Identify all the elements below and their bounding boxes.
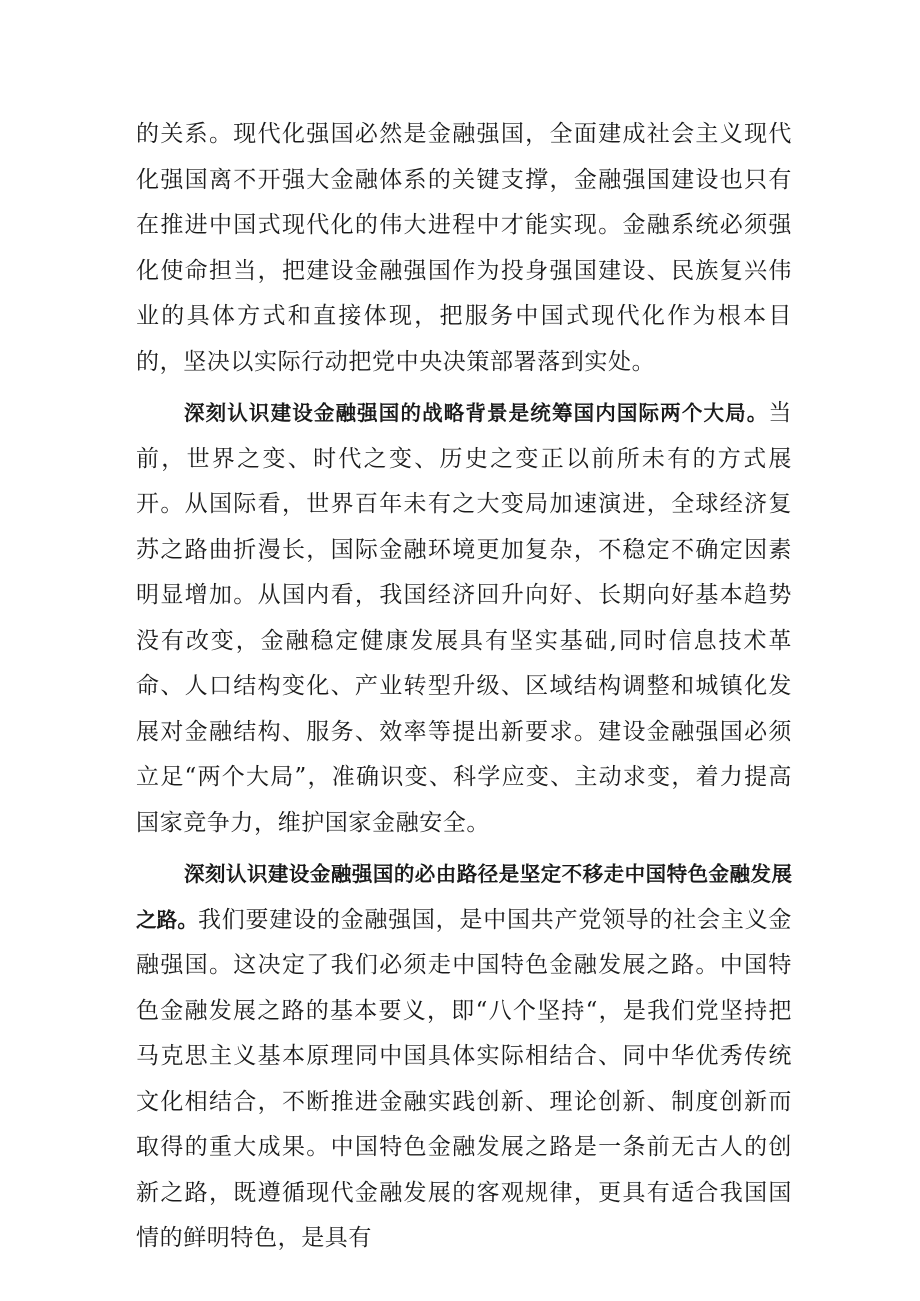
paragraph-2-text: 当前，世界之变、时代之变、历史之变正以前所未有的方式展开。从国际看，世界百年未有之大变局加速演进，全球经济复苏之路曲折漫长，国际金融环境更加复杂，不稳定不确定因素明显增加。从国内看，我国经济回升向好、长期向好基本趋势没有改变，金融稳定健康发展具有坚实基础,同时信息技术革命、人口结构变化、产业转型升级、区域结构调整和城镇化发展对金融结构、服务、效率等提出新要求。建设金融强国必须立足“两个大局”，准确识变、科学应变、主动求变，着力提高国家竞争力，维护国家金融安全。	[136, 400, 792, 836]
document-body	[136, 112, 792, 1262]
paragraph-1	[136, 112, 792, 385]
paragraph-2-lead: 深刻认识建设金融强国的战略背景是统筹国内国际两个大局。	[184, 401, 769, 425]
paragraph-3	[136, 852, 792, 1262]
paragraph-3-text: 我们要建设的金融强国，是中国共产党领导的社会主义金融强国。这决定了我们必须走中国特色金融发展之路。中国特色金融发展之路的基本要义，即“八个坚持“，是我们党坚持把马克思主义基本原理同中国具体实际相结合、同中华优秀传统文化相结合，不断推进金融实践创新、理论创新、制度创新而取得的重大成果。中国特色金融发展之路是一条前无古人的创新之路，既遵循现代金融发展的客观规律，更具有适合我国国情的鲜明特色，是具有	[136, 906, 792, 1251]
paragraph-1-text: 的关系。现代化强国必然是金融强国，全面建成社会主义现代化强国离不开强大金融体系的关键支撑，金融强国建设也只有在推进中国式现代化的伟大进程中才能实现。金融系统必须强化使命担当，把建设金融强国作为投身强国建设、民族复兴伟业的具体方式和直接体现，把服务中国式现代化作为根本目的，坚决以实际行动把党中央决策部署落到实处。	[136, 121, 792, 375]
paragraph-3-lead: 深刻认识建设金融强国的必由路径是坚定不移走中国特色金融发展之路。	[136, 862, 792, 932]
paragraph-2	[136, 391, 792, 846]
